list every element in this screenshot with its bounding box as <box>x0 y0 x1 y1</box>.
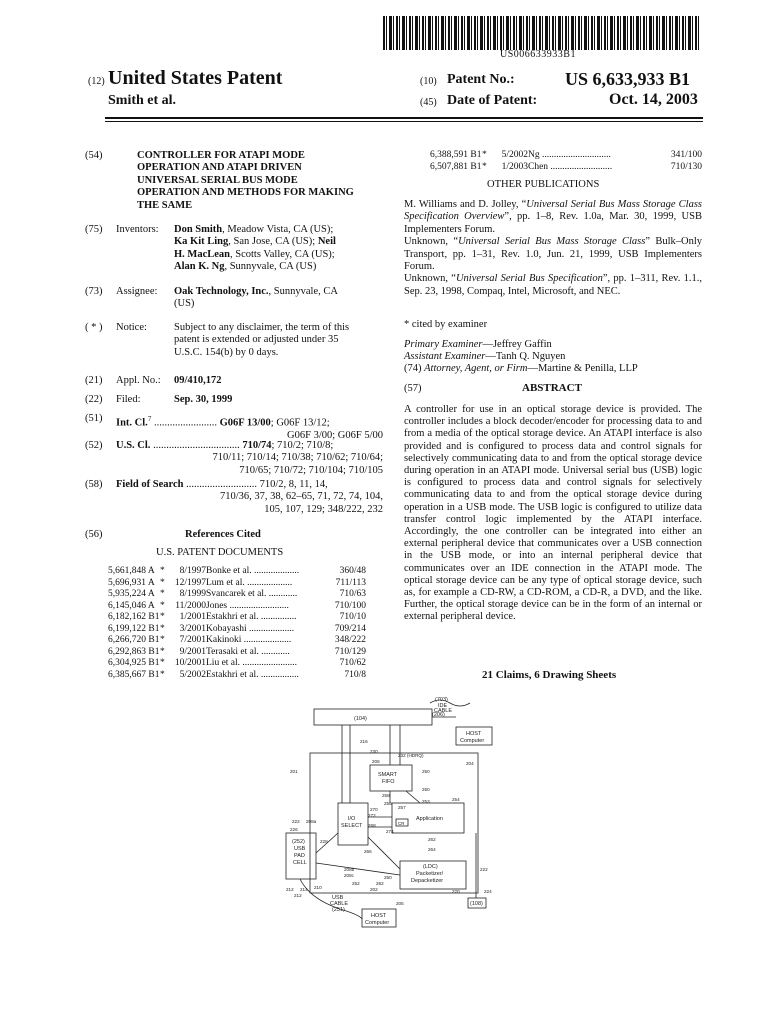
drawing-figure <box>280 693 500 929</box>
field-line: 710/36, 37, 38, 62–65, 71, 72, 74, 104, <box>219 491 383 503</box>
fig-usb-cable-2: CABLE <box>330 901 349 907</box>
field-rest: 710/2, 8, 11, 14, <box>256 479 328 490</box>
ref-name: Bonke et al. ................... <box>206 566 300 576</box>
uscl-rest: ; 710/2; 710/8; <box>271 440 334 451</box>
fig-reference-numeral: 262 <box>428 837 436 842</box>
ref-date: 5/2002 <box>501 150 528 160</box>
other-pubs-heading: OTHER PUBLICATIONS <box>487 179 600 190</box>
code-73: (73) <box>85 286 103 297</box>
ref-number: 5,661,848 A <box>108 566 155 576</box>
ref-name: Estakhri et al. ............... <box>206 612 297 622</box>
uscl-label: U.S. Cl. <box>116 440 151 451</box>
ref-class: 348/222 <box>334 635 366 645</box>
uscl-main: 710/74 <box>242 440 272 451</box>
ref-star: * <box>160 577 165 588</box>
header-rule <box>105 117 703 119</box>
pub-text: ” Bulk–Only Transport, pp. 1–31, Rev. 1.0, Jun. 21, 1999, USB Implementers Forum. <box>404 236 703 273</box>
ref-star: * <box>482 150 487 160</box>
notice-text <box>174 322 382 359</box>
attorney-value: —Martine & Penilla, LLP <box>527 363 638 374</box>
fig-label-108: (108) <box>470 901 483 907</box>
attorney-label: Attorney, Agent, or Firm <box>424 363 528 374</box>
pub-text: ”, pp. 1–8, Rev. 1.0a, Mar. 30, 1999, USB Implementers Forum. <box>404 211 702 235</box>
ref-star: * <box>160 623 165 634</box>
fig-fifo: FIFO <box>382 779 395 785</box>
inventor-location: , Meadow Vista, CA (US); <box>222 224 334 235</box>
ref-name: Kakinoki .................... <box>206 635 292 645</box>
fig-reference-numeral: 268 <box>368 823 376 828</box>
ref-date: 5/2002 <box>179 669 206 680</box>
ref-date: 1/2003 <box>501 161 528 172</box>
fig-host-top-2: Computer <box>460 738 485 744</box>
fig-usb-pad-2: USB <box>294 846 306 852</box>
pub-text: Unknown, “ <box>404 273 456 285</box>
fig-reference-numeral: 254 <box>452 797 460 802</box>
fig-ldc-1: (LDC) <box>423 864 438 870</box>
code-54: (54) <box>85 150 103 161</box>
fig-reference-numeral: 216 <box>360 739 368 744</box>
code-58: (58) <box>85 479 103 490</box>
ref-date: 12/1997 <box>174 577 206 588</box>
fig-reference-numeral: 226 <box>290 827 298 832</box>
pub-text: Unknown, “ <box>404 236 459 248</box>
reference-row <box>108 589 366 601</box>
fig-reference-numeral: 205 <box>396 901 404 906</box>
patent-number: US 6,633,933 B1 <box>565 69 691 89</box>
cited-by-examiner: * cited by examiner <box>404 319 488 330</box>
reference-row <box>108 612 366 624</box>
ref-name: Jones ......................... <box>206 600 289 611</box>
assignee-value <box>174 286 384 311</box>
fig-cr: CR <box>398 821 405 826</box>
pub-title: Universal Serial Bus Mass Storage Class Specification Overview <box>404 199 702 223</box>
ref-class: 709/214 <box>334 623 366 634</box>
ref-number: 6,266,720 B1 <box>108 635 160 645</box>
ref-name: Chen .......................... <box>528 161 613 172</box>
code-notice: ( * ) <box>85 322 103 333</box>
inventor-name: Ka Kit Ling <box>174 236 229 248</box>
code-22: (22) <box>85 394 103 405</box>
uscl-line: 710/11; 710/14; 710/38; 710/62; 710/64; <box>212 452 383 464</box>
ref-number: 6,199,122 B1 <box>108 623 160 634</box>
fig-reference-numeral: 250 <box>384 875 392 880</box>
fig-reference-numeral: 253 <box>422 799 430 804</box>
ref-star: * <box>160 589 165 599</box>
reference-row <box>108 624 366 636</box>
title-line: OPERATION AND ATAPI DRIVEN <box>137 162 302 174</box>
ref-class: 710/63 <box>339 589 366 599</box>
primary-value: —Jeffrey Gaffin <box>482 339 552 350</box>
assignee-country: (US) <box>174 298 195 310</box>
fig-label-206: (206) <box>432 712 445 718</box>
pub-entry <box>404 199 702 236</box>
field-label: Field of Search <box>116 479 184 490</box>
ref-class: 710/10 <box>339 612 366 622</box>
ref-name: Liu et al. ....................... <box>206 658 298 668</box>
ref-date: 3/2001 <box>179 623 206 634</box>
fig-ldc-2: Packetizer/ <box>416 871 444 877</box>
refs-heading: References Cited <box>185 529 261 540</box>
fig-reference-numeral: 232 (HDRQ) <box>398 753 424 758</box>
notice-line: patent is extended or adjusted under 35 <box>174 334 339 346</box>
inventor-location: , San Jose, CA (US); <box>228 236 318 248</box>
fig-reference-numeral: 212 <box>294 893 302 898</box>
notice-line: Subject to any disclaimer, the term of this <box>174 322 350 333</box>
filed-label: Filed: <box>116 394 141 405</box>
fig-label-ide-num: (703) <box>435 697 448 703</box>
smart-fifo-box <box>370 765 412 791</box>
ref-name: Lum et al. ................... <box>206 577 293 588</box>
fig-reference-numeral: 260 <box>422 787 430 792</box>
uscl-block <box>116 440 383 477</box>
fig-reference-numeral: 270 <box>370 807 378 812</box>
fifo-interconnect <box>390 791 420 803</box>
fig-reference-numeral: 206 <box>372 759 380 764</box>
fig-host-bot-1: HOST <box>371 913 387 919</box>
intcl-line2: G06F 3/00; G06F 5/00 <box>287 429 383 441</box>
ref-class: 341/100 <box>670 150 702 160</box>
ref-date: 10/2001 <box>174 658 206 668</box>
ref-number: 6,507,881 B1 <box>430 161 482 172</box>
fig-label-cable: CABLE <box>434 708 453 714</box>
fig-reference-numeral: 257 <box>398 805 406 810</box>
ref-date: 7/2001 <box>179 635 206 645</box>
ref-class: 710/130 <box>670 161 702 172</box>
abstract-text: A controller for use in an optical storage device is provided. The controller includes a block decoder/encoder for processing data to and from a media of the optical storage device. An ATAPI interface is also provided and is configured to process data and control signals for selectively communicating data to and from the optical storage device during operation in an ATAPI mode. Universal serial bus (USB) logic is configured to process data and control signals for selectively communicating data to and from the optical storage device during operation in a USB mode. The USB logic is configured to utilize data transfer control logic implemented by the ATAPI interface. Accordingly, the one controller can be integrated into either an external peripheral device that communicates over a USB connection in the USB mode, or into an internal peripheral device that communicates over an IDE connection in the ATAPI mode. The optical storage device can be any type of optical storage device, such as, for example a CD-RW, a CD-ROM, a CD-R, a DVD, and the like. Further, the optical storage device can be in the form of an internal or external peripheral device. <box>404 404 702 623</box>
patent-date: Oct. 14, 2003 <box>609 91 698 108</box>
title-line: THE SAME <box>137 199 193 211</box>
ref-star: * <box>160 646 165 657</box>
ref-date: 11/2000 <box>175 600 206 611</box>
claims-line: 21 Claims, 6 Drawing Sheets <box>482 669 617 681</box>
fig-reference-numeral: 222 <box>292 819 300 824</box>
inventor-name: Alan K. Ng <box>174 261 225 273</box>
fig-select: SELECT <box>341 823 363 829</box>
intcl-sup: 7 <box>147 415 152 423</box>
ref-number: 6,304,925 B1 <box>108 658 160 668</box>
label-45: (45) <box>420 97 437 108</box>
title-line: OPERATION AND METHODS FOR MAKING <box>137 187 354 199</box>
pub-entry <box>404 236 702 273</box>
inventor-name: H. MacLean <box>174 248 230 260</box>
header-rule-thin <box>105 121 703 122</box>
code-52: (52) <box>85 440 103 451</box>
code-57: (57) <box>404 383 422 394</box>
patent-no-label: Patent No.: <box>447 72 515 87</box>
reference-row <box>108 635 366 647</box>
fig-reference-numeral: 212 <box>286 887 294 892</box>
dot-leader: ................................. <box>150 440 240 451</box>
box-104 <box>314 709 432 725</box>
invention-title <box>137 150 382 212</box>
fig-usb-cable-3: (251) <box>332 907 345 913</box>
assignee-name: Oak Technology, Inc. <box>174 286 269 297</box>
ref-date: 9/2001 <box>179 646 206 657</box>
reference-row <box>108 601 366 613</box>
intcl-main: G06F 13/00 <box>219 417 271 429</box>
fig-application: Application <box>416 816 443 822</box>
fig-reference-numeral: 258 <box>382 793 390 798</box>
ref-number: 6,182,162 B1 <box>108 612 160 622</box>
ref-class: 710/129 <box>334 646 366 657</box>
ref-class: 360/48 <box>339 566 366 576</box>
fig-reference-numeral: 208c <box>344 873 354 878</box>
assignee-label: Assignee: <box>116 286 158 297</box>
field-block <box>116 479 383 516</box>
pub-entry <box>404 273 702 298</box>
fig-reference-numeral: 252 <box>352 881 360 886</box>
fig-reference-numeral: 220 <box>452 889 460 894</box>
notice-label: Notice: <box>116 322 147 333</box>
filed-value: Sep. 30, 1999 <box>174 394 233 405</box>
reference-row <box>108 578 366 590</box>
appl-value: 09/410,172 <box>174 375 222 386</box>
notice-line: U.S.C. 154(b) by 0 days. <box>174 346 279 358</box>
ref-name: Estakhri et al. ................ <box>206 669 299 680</box>
inventor-name: Neil <box>317 236 336 248</box>
reference-row <box>430 162 702 174</box>
fig-label-ide: IDE <box>438 703 448 709</box>
fig-reference-numeral: 266 <box>364 849 372 854</box>
inventors-list <box>174 224 384 274</box>
ref-number: 6,385,667 B1 <box>108 669 160 680</box>
fig-reference-numeral: 222 <box>480 867 488 872</box>
inventor-location: , Scotts Valley, CA (US); <box>230 248 335 260</box>
inventor-location: , Sunnyvale, CA (US) <box>224 261 317 273</box>
fig-reference-numeral: 274 <box>386 829 394 834</box>
fig-reference-numeral: 214 <box>300 887 308 892</box>
ref-date: 8/1999 <box>179 589 206 599</box>
assistant-examiner <box>404 351 565 363</box>
fig-reference-numeral: 204 <box>466 761 474 766</box>
ref-number: 6,145,046 A <box>108 600 155 611</box>
attorney <box>404 363 638 375</box>
usb-interconnect <box>316 833 400 875</box>
patent-type-title: United States Patent <box>108 67 283 89</box>
fig-reference-numeral: 208b <box>344 867 355 872</box>
dot-leader: ........................ <box>151 417 217 429</box>
assignee-location: , Sunnyvale, CA <box>268 286 338 297</box>
reference-row <box>430 150 702 162</box>
refs-subheading: U.S. PATENT DOCUMENTS <box>156 547 284 558</box>
title-line: CONTROLLER FOR ATAPI MODE <box>137 150 305 161</box>
ref-number: 5,935,224 A <box>108 589 155 599</box>
uscl-line: 710/65; 710/72; 710/104; 710/105 <box>239 464 383 476</box>
pub-text: M. Williams and D. Jolley, “ <box>404 199 527 210</box>
label-10: (10) <box>420 76 437 87</box>
fig-reference-numeral: 250 <box>422 769 430 774</box>
fig-usb-pad-1: (252) <box>292 839 305 845</box>
ref-class: 711/113 <box>335 577 366 588</box>
fig-reference-numeral: 224 <box>484 889 492 894</box>
fig-io: I/O <box>348 816 356 822</box>
fig-reference-numeral: 210 <box>314 885 322 890</box>
reference-row <box>108 658 366 670</box>
reference-row <box>108 566 366 578</box>
ref-star: * <box>482 161 487 172</box>
primary-label: Primary Examiner <box>404 339 483 350</box>
code-51: (51) <box>85 413 103 424</box>
fig-usb-pad-3: PAD <box>294 853 305 859</box>
inventors-label: Inventors: <box>116 224 159 235</box>
ref-star: * <box>160 669 165 680</box>
date-label: Date of Patent: <box>447 93 538 108</box>
ref-class: 710/8 <box>344 669 366 680</box>
code-75: (75) <box>85 224 103 235</box>
code-74: (74) <box>404 363 422 374</box>
other-pubs-list <box>404 199 702 298</box>
assistant-label: Assistant Examiner <box>404 351 486 362</box>
ref-number: 5,696,931 A <box>108 577 155 588</box>
ref-number: 6,292,863 B1 <box>108 646 160 657</box>
inventor-short: Smith et al. <box>108 93 177 108</box>
barcode-graphic <box>383 16 701 50</box>
fig-smart: SMART <box>378 772 398 778</box>
abstract-heading: ABSTRACT <box>522 382 582 394</box>
ref-class: 710/62 <box>339 658 366 668</box>
ref-name: Terasaki et al. ............ <box>206 646 290 657</box>
fig-host-top-1: HOST <box>466 731 482 737</box>
intcl-label: Int. Cl. <box>116 417 148 429</box>
inventor-name: Don Smith <box>174 224 223 235</box>
dot-leader: ........................... <box>183 479 257 490</box>
fig-reference-numeral: 208a <box>306 819 317 824</box>
ref-name: Svancarek et al. ............ <box>206 589 298 599</box>
ref-star: * <box>160 658 165 668</box>
fig-host-bot-2: Computer <box>365 920 390 926</box>
fig-reference-numeral: 264 <box>428 847 436 852</box>
fig-reference-numeral: 201 <box>290 769 298 774</box>
title-line: UNIVERSAL SERIAL BUS MODE <box>137 174 298 186</box>
field-line: 105, 107, 129; 348/222, 232 <box>264 503 383 515</box>
fig-label-104: (104) <box>354 716 367 722</box>
primary-examiner <box>404 339 552 351</box>
fig-reference-numeral: 256 <box>384 801 392 806</box>
ref-name: Kobayashi ................... <box>206 623 295 634</box>
fig-ldc-3: Depacketizer <box>411 878 444 884</box>
ref-star: * <box>160 612 165 622</box>
code-21: (21) <box>85 375 103 386</box>
pub-text: ”, pp. 1–311, Rev. 1.1., Sep. 23, 1998, Compaq, Intel, Microsoft, and NEC. <box>404 273 703 297</box>
code-56: (56) <box>85 529 103 540</box>
publication-number: US006633933B1 <box>500 49 576 60</box>
ref-star: * <box>160 600 165 611</box>
fig-reference-numeral: 230 <box>370 749 378 754</box>
ref-class: 710/100 <box>334 600 366 611</box>
pub-title: Universal Serial Bus Specification <box>455 273 603 285</box>
intcl-rest: ; G06F 13/12; <box>270 417 330 429</box>
fig-reference-numeral: 262 <box>376 881 384 886</box>
ref-star: * <box>160 566 165 576</box>
fig-usb-pad-4: CELL <box>293 860 307 866</box>
fig-reference-numeral: 202 <box>370 887 378 892</box>
ref-date: 1/2001 <box>179 612 206 622</box>
intcl-block <box>116 413 383 442</box>
ref-date: 8/1997 <box>179 566 206 576</box>
assistant-value: —Tanh Q. Nguyen <box>485 351 566 362</box>
fig-usb-cable-1: USB <box>332 895 344 901</box>
fig-reference-numeral: 228 <box>320 839 328 844</box>
label-12: (12) <box>88 76 105 87</box>
reference-row <box>108 670 366 682</box>
appl-label: Appl. No.: <box>116 375 161 386</box>
reference-row <box>108 647 366 659</box>
ref-name: Ng ............................. <box>528 150 611 160</box>
fig-reference-numeral: 272 <box>368 813 376 818</box>
ref-star: * <box>160 635 165 645</box>
pub-title: Universal Serial Bus Mass Storage Class <box>458 236 646 248</box>
ref-number: 6,388,591 B1 <box>430 150 482 160</box>
